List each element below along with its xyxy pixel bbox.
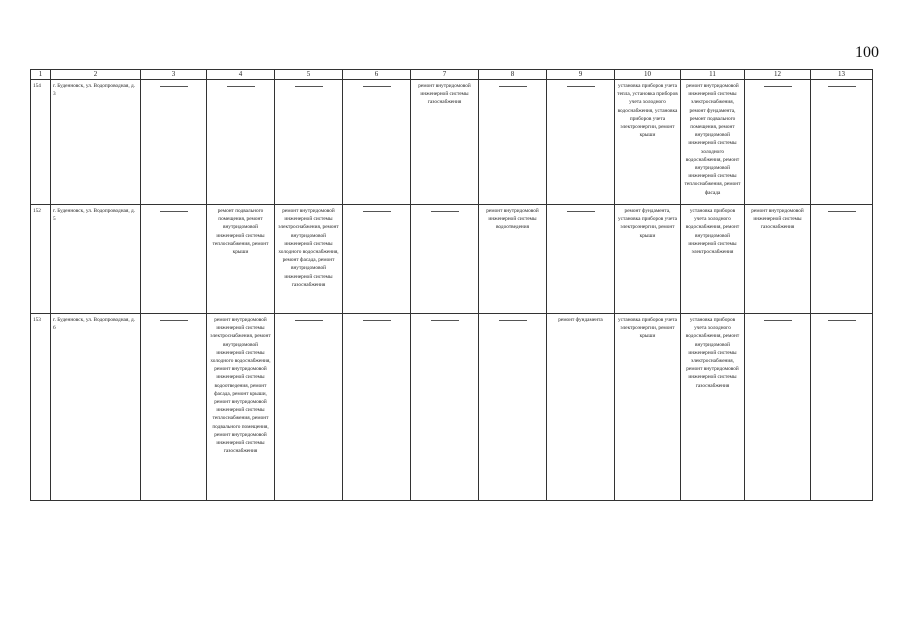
table-cell: ремонт внутридомовой инженерной системы газоснабжения [745,205,811,314]
table-cell [141,205,207,314]
table-cell: ремонт внутридомовой инженерной системы водоотведения [479,205,547,314]
page-number: 100 [855,44,879,61]
table-cell: ремонт фундамента [547,314,615,501]
works-table [30,69,873,501]
empty-dash [828,320,856,321]
table-cell: установка приборов учета холодного водоснабжения, ремонт внутридомовой инженерной системы электроснабжения [681,205,745,314]
table-row [31,80,873,205]
table-row [31,205,873,314]
table-cell [411,205,479,314]
column-header: 7 [411,70,479,80]
table-cell [343,80,411,205]
table-cell [745,80,811,205]
empty-dash [160,320,188,321]
column-header: 6 [343,70,411,80]
table-cell: ремонт внутридомовой инженерной системы электроснабжения, ремонт внутридомовой инженерной системы холодного водоснабжения, ремонт фасада, ремонт внутридомовой инженерной системы газоснабжения [275,205,343,314]
table-cell: установка приборов учета электроэнергии, ремонт крыши [615,314,681,501]
table-body [31,70,873,501]
column-header: 2 [51,70,141,80]
table-cell: установка приборов учета тепла, установка приборов учета холодного водоснабжения, установка приборов учета электроэнергии, ремонт крыши [615,80,681,205]
table-cell [479,80,547,205]
empty-dash [828,211,856,212]
table-cell [343,314,411,501]
table-cell: установка приборов учета холодного водоснабжения, ремонт внутридомовой инженерной системы электроснабжения, ремонт внутридомовой инженерной системы газоснабжения [681,314,745,501]
table-cell: ремонт внутридомовой инженерной системы электроснабжения, ремонт внутридомовой инженерной системы холодного водоснабжения, ремонт внутридомовой инженерной системы водоотведения, ремонт фасада, ремонт крыши, ремонт внутридомовой инженерной системы теплоснабжения, ремонт подвального помещения, ремонт внутридомовой инженерной системы газоснабжения [207,314,275,501]
table-cell [141,314,207,501]
column-header: 3 [141,70,207,80]
table-cell: ремонт фундамента, установка приборов учета электроэнергии, ремонт крыши [615,205,681,314]
empty-dash [499,86,527,87]
row-address: г. Буденновск, ул. Водопроводная, д. 3 [51,80,141,205]
empty-dash [431,320,459,321]
row-address: г. Буденновск, ул. Водопроводная, д. 6 [51,314,141,501]
empty-dash [567,86,595,87]
empty-dash [828,86,856,87]
table-cell [479,314,547,501]
empty-dash [363,211,391,212]
column-header: 10 [615,70,681,80]
empty-dash [160,211,188,212]
table-cell [811,80,873,205]
table-cell [343,205,411,314]
empty-dash [431,211,459,212]
column-header: 9 [547,70,615,80]
column-header: 11 [681,70,745,80]
empty-dash [499,320,527,321]
table-cell [811,314,873,501]
empty-dash [764,320,792,321]
table-cell [207,80,275,205]
empty-dash [295,86,323,87]
row-number: 152 [31,205,51,314]
empty-dash [764,86,792,87]
column-header: 1 [31,70,51,80]
table-row [31,314,873,501]
table-cell: ремонт внутридомовой инженерной системы газоснабжения [411,80,479,205]
table-header-row [31,70,873,80]
column-header: 8 [479,70,547,80]
table-cell: ремонт подвального помещения, ремонт внутридомовой инженерной системы теплоснабжения, ремонт крыши [207,205,275,314]
empty-dash [227,86,255,87]
table-cell [411,314,479,501]
table-cell [745,314,811,501]
table-cell [141,80,207,205]
column-header: 13 [811,70,873,80]
row-number: 153 [31,314,51,501]
table-cell [811,205,873,314]
row-address: г. Буденновск, ул. Водопроводная, д. 5 [51,205,141,314]
column-header: 12 [745,70,811,80]
table-cell: ремонт внутридомовой инженерной системы электроснабжения, ремонт фундамента, ремонт подвального помещения, ремонт внутридомовой инженерной системы холодного водоснабжения, ремонт внутридомовой инженерной системы теплоснабжения, ремонт фасада [681,80,745,205]
column-header: 4 [207,70,275,80]
empty-dash [363,320,391,321]
column-header: 5 [275,70,343,80]
table-cell [275,80,343,205]
row-number: 154 [31,80,51,205]
empty-dash [567,211,595,212]
table-cell [275,314,343,501]
empty-dash [295,320,323,321]
table-cell [547,205,615,314]
empty-dash [160,86,188,87]
table-cell [547,80,615,205]
empty-dash [363,86,391,87]
